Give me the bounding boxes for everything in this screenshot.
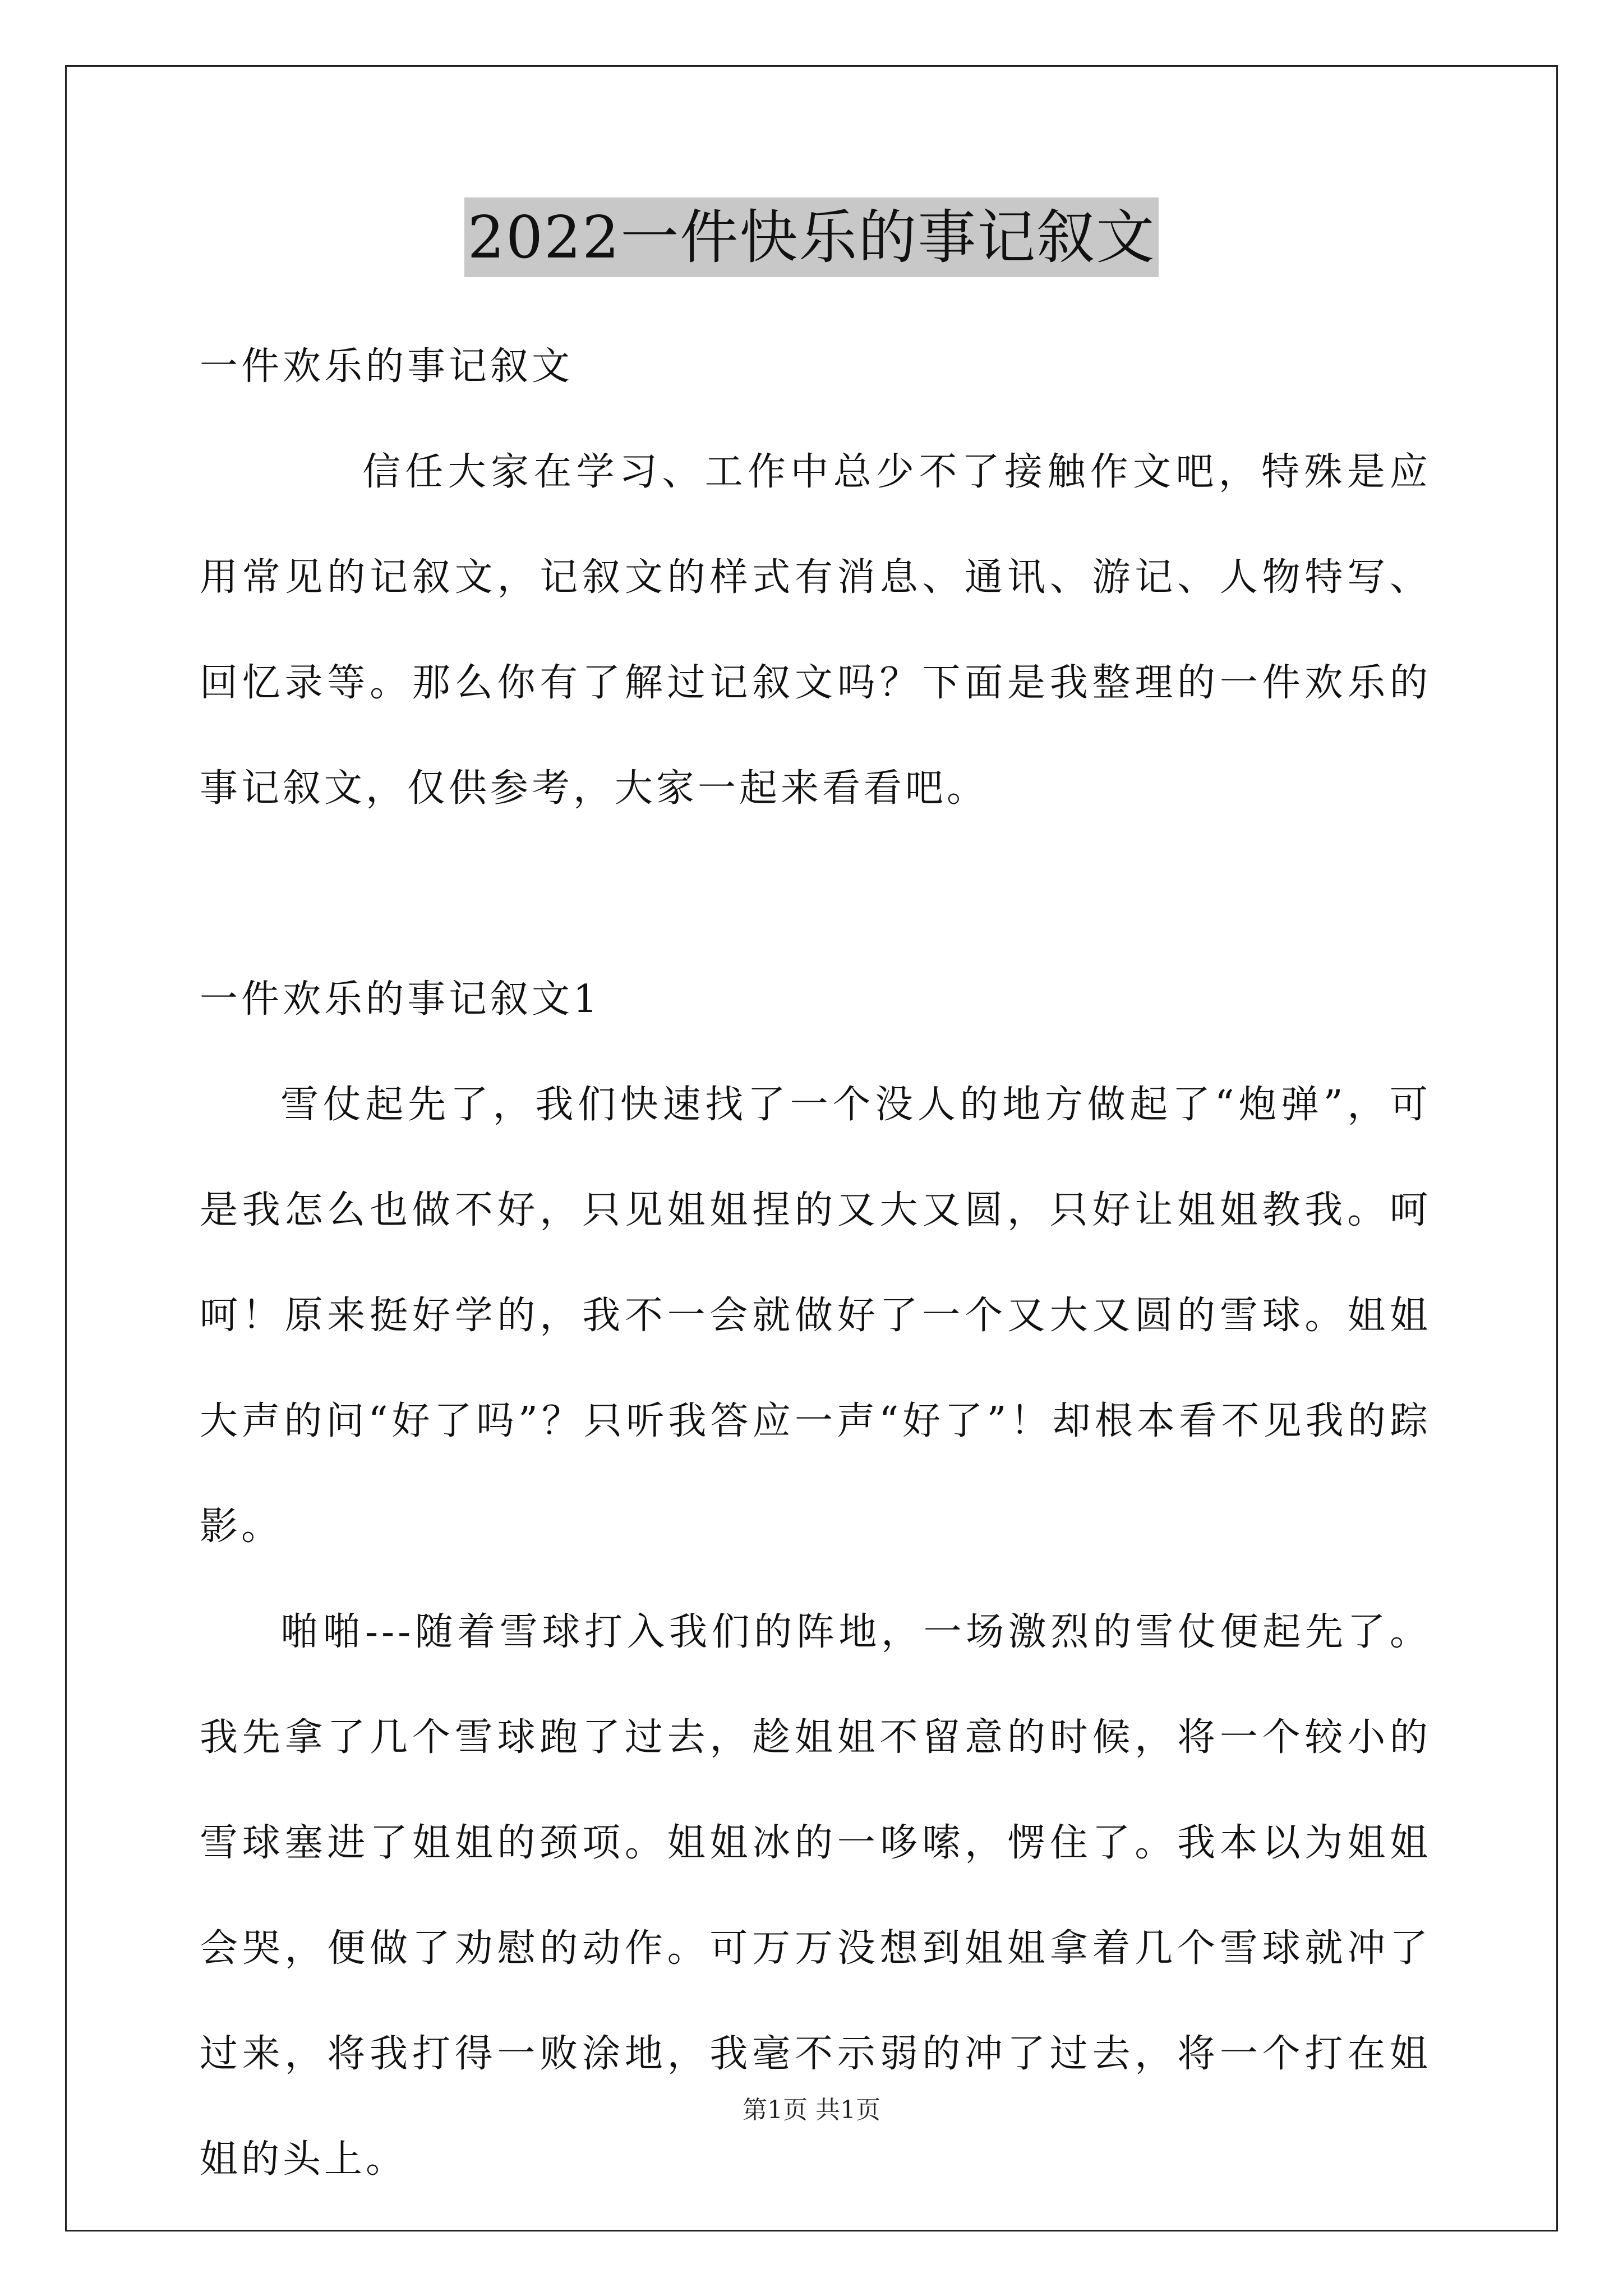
page-footer: 第1页 共1页 [743,2096,880,2124]
paragraph-spacer [200,841,1431,947]
section-heading: 一件欢乐的事记叙文1 [200,977,601,1022]
subtitle: 一件欢乐的事记叙文 [200,344,574,389]
intro-paragraph: 信任大家在学习、工作中总少不了接触作文吧，特殊是应用常见的记叙文，记叙文的样式有消息、通讯、游记、人物特写、回忆录等。那么你有了解过记叙文吗？下面是我整理的一件欢乐的事记叙文，仅供参考，大家一起来看看吧。 [200,450,1431,811]
body-paragraph-2: 啪啪---随着雪球打入我们的阵地，一场激烈的雪仗便起先了。我先拿了几个雪球跑了过去，趁姐姐不留意的时候，将一个较小的雪球塞进了姐姐的颈项。姐姐冰的一哆嗦，愣住了。我本以为姐姐会哭，便做了劝慰的动作。可万万没想到姐姐拿着几个雪球就冲了过来，将我打得一败涂地，我毫不示弱的冲了过去，将一个打在姐姐的头上。 [200,1610,1431,2182]
body-paragraph-1: 雪仗起先了，我们快速找了一个没人的地方做起了“炮弹”，可是我怎么也做不好，只见姐姐捏的又大又圆，只好让姐姐教我。呵呵！原来挺好学的，我不一会就做好了一个又大又圆的雪球。姐姐大声的问“好了吗”？只听我答应一声“好了”！却根本看不见我的踪影。 [200,1083,1431,1549]
document-title: 2022一件快乐的事记叙文 [464,197,1159,277]
document-body [200,314,1431,2212]
title-container [0,197,1623,277]
